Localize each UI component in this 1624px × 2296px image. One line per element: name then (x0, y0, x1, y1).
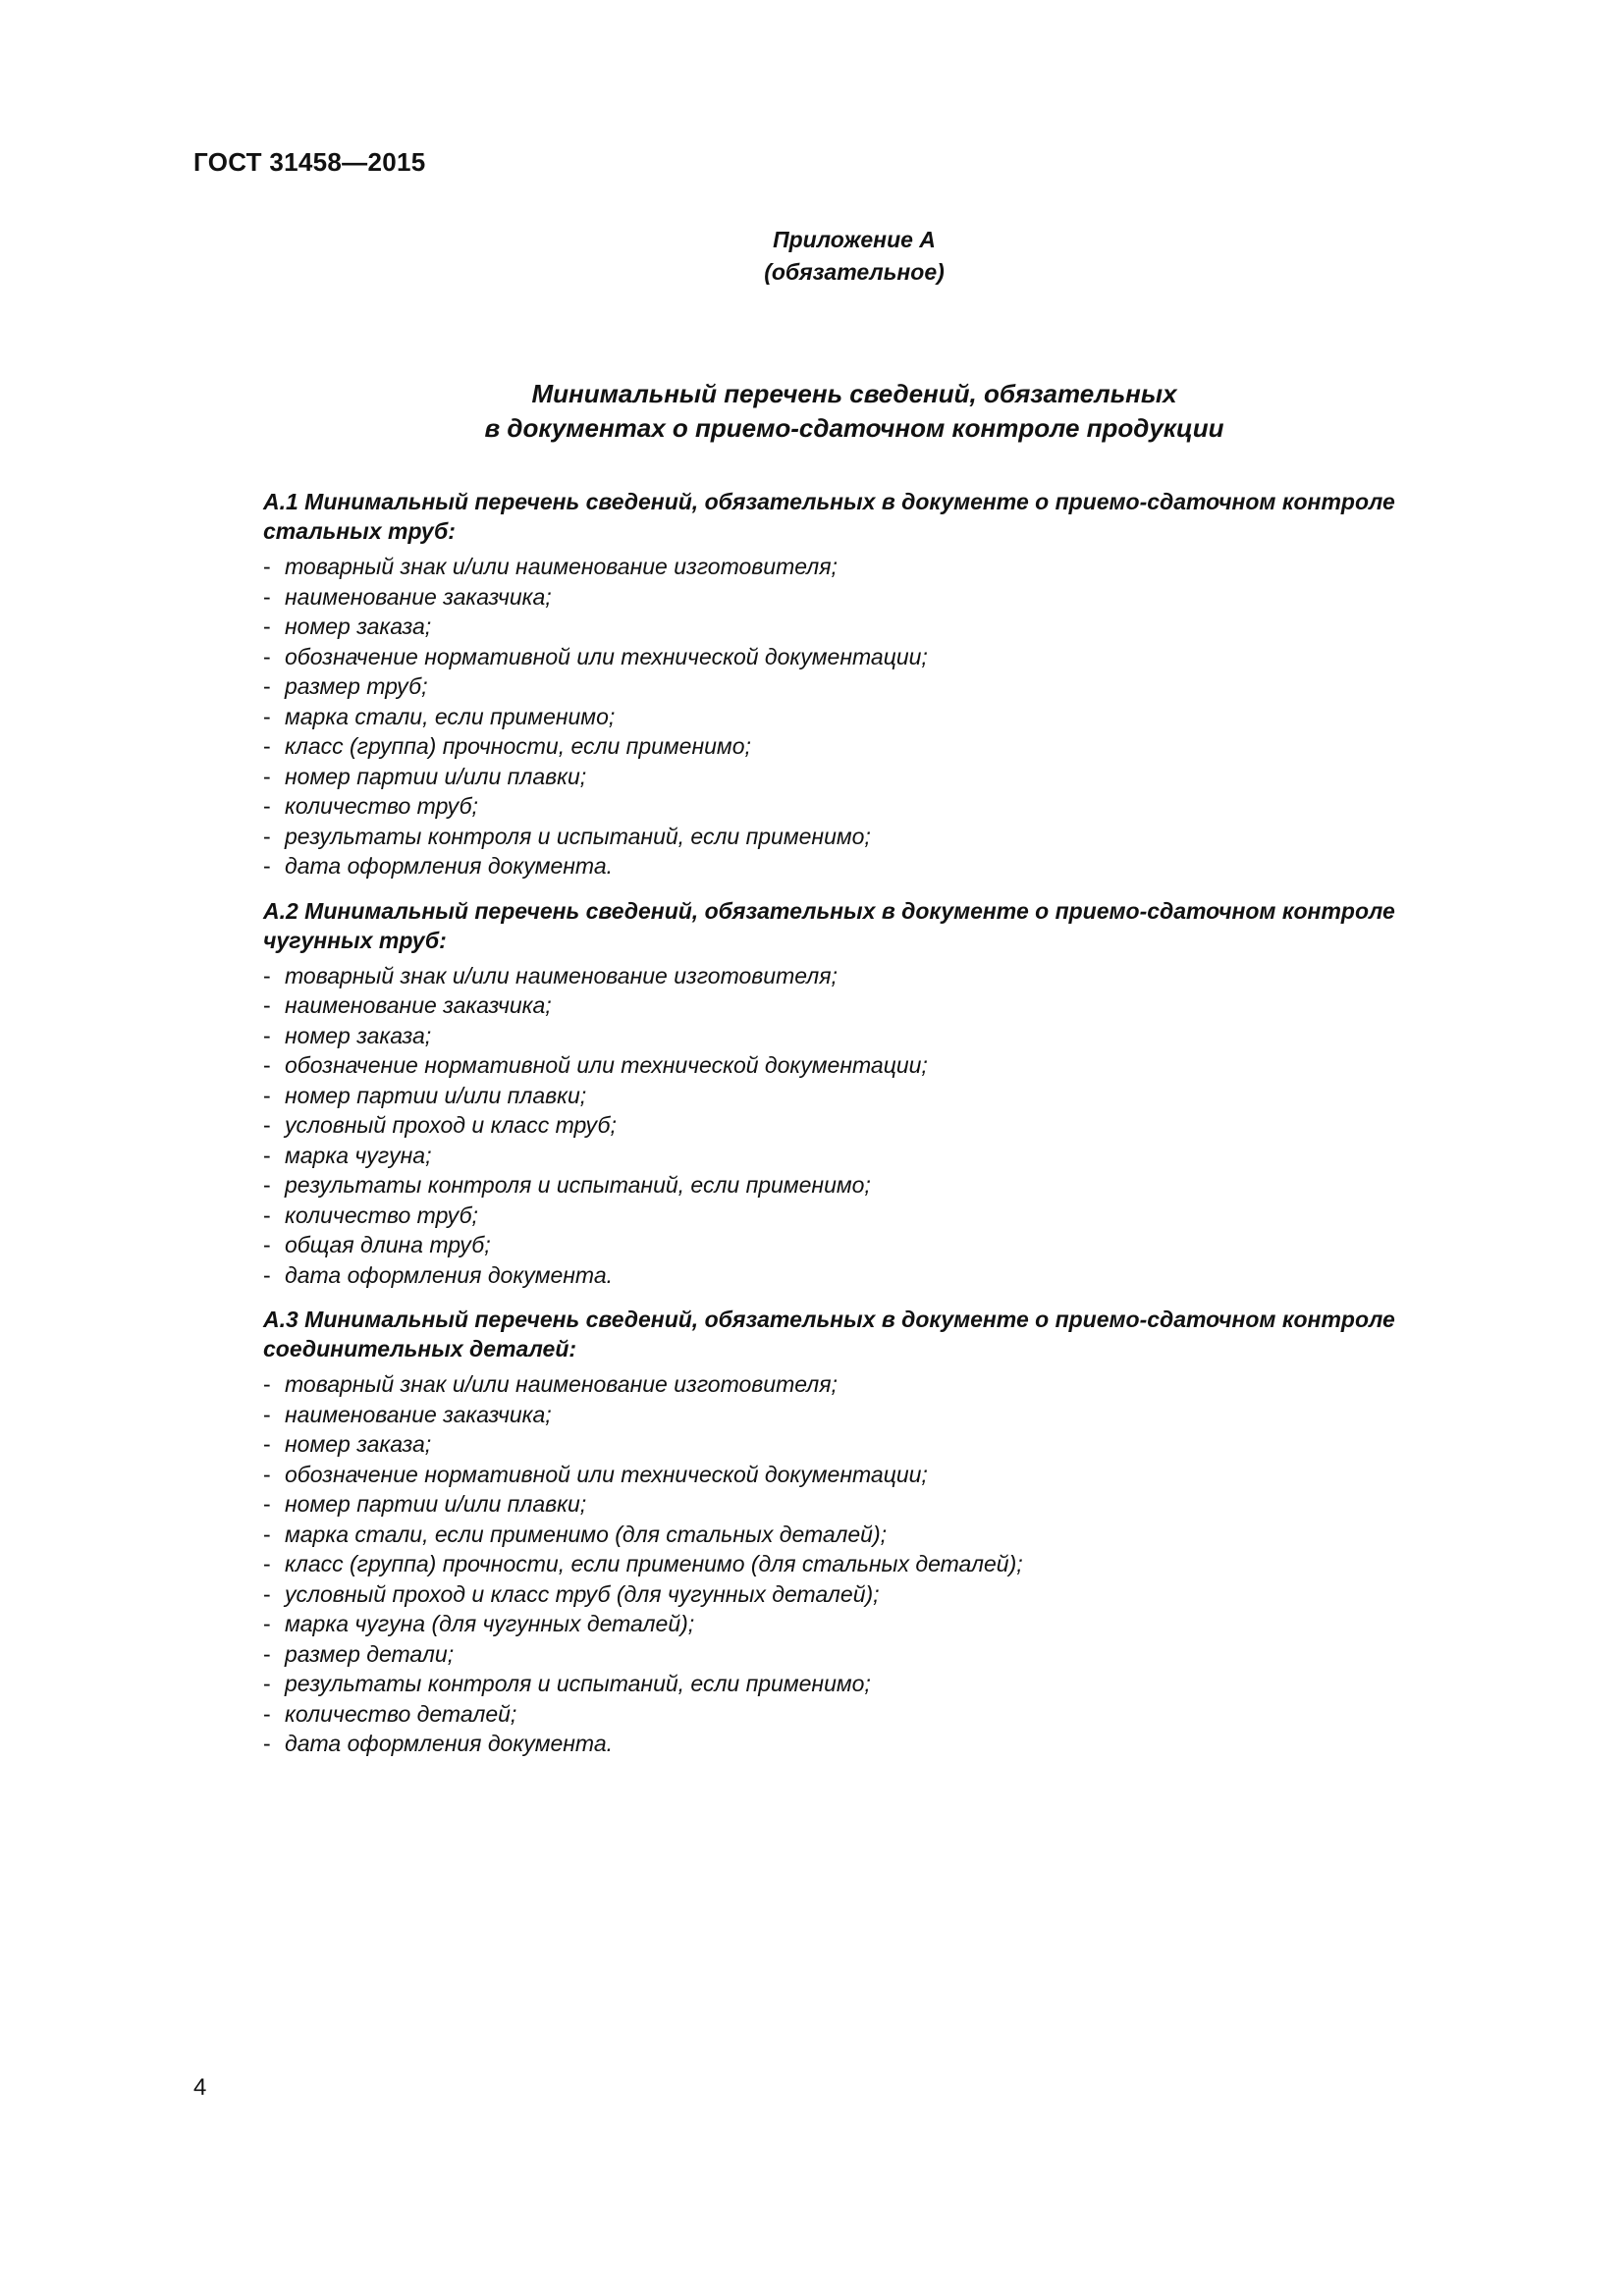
list-bullet: - (263, 1671, 271, 1696)
list-item (263, 1230, 1520, 1260)
page-number: 4 (193, 2074, 207, 2101)
list-item (263, 791, 1520, 822)
list-item (263, 1549, 1520, 1579)
list-bullet: - (263, 583, 271, 610)
annex-heading (0, 224, 1624, 289)
section-title (263, 1305, 1520, 1363)
list-item-text: размер труб; (285, 673, 428, 699)
list-item-text: условный проход и класс труб; (285, 1112, 617, 1138)
list-item-text: марка чугуна; (285, 1142, 432, 1168)
list-item (263, 1201, 1520, 1231)
list-bullet: - (263, 1611, 271, 1636)
list-item-text: наименование заказчика; (285, 992, 552, 1018)
list-item-text: номер партии и/или плавки; (285, 1491, 587, 1517)
list-item-text: номер партии и/или плавки; (285, 763, 587, 789)
list-item (263, 1260, 1520, 1291)
requirements-list (263, 552, 1520, 881)
list-item-text: количество труб; (285, 1201, 478, 1228)
section-a2 (263, 896, 1520, 1291)
list-item-text: обозначение нормативной или технической документации; (285, 1052, 928, 1078)
list-item (263, 990, 1520, 1021)
list-item (263, 552, 1520, 582)
list-item-text: наименование заказчика; (285, 1401, 552, 1427)
list-item-text: марка стали, если применимо (для стальных деталей); (285, 1521, 888, 1547)
section-title (263, 896, 1520, 955)
list-item (263, 1021, 1520, 1051)
list-item-text: результаты контроля и испытаний, если применимо; (285, 823, 871, 849)
list-bullet: - (263, 673, 271, 699)
list-item-text: номер заказа; (285, 614, 432, 639)
list-item (263, 671, 1520, 702)
annex-title: Приложение А (773, 227, 936, 252)
list-bullet: - (263, 1461, 271, 1487)
list-item (263, 1489, 1520, 1520)
section-a1 (263, 487, 1520, 881)
list-item (263, 1729, 1520, 1759)
section-title-line-2: стальных труб: (263, 518, 456, 544)
list-bullet: - (263, 1172, 271, 1198)
list-bullet: - (263, 733, 271, 759)
list-bullet: - (263, 1142, 271, 1168)
list-bullet: - (263, 1580, 271, 1607)
list-item-text: количество деталей; (285, 1700, 517, 1727)
list-item-text: общая длина труб; (285, 1232, 491, 1257)
list-item-text: дата оформления документа. (285, 1731, 613, 1756)
list-item (263, 1141, 1520, 1171)
list-bullet: - (263, 1201, 271, 1228)
section-title-line-2: соединительных деталей: (263, 1336, 577, 1362)
list-bullet: - (263, 853, 271, 879)
list-item (263, 1520, 1520, 1550)
list-bullet: - (263, 1401, 271, 1427)
list-item (263, 1609, 1520, 1639)
main-title-line-1: Минимальный перечень сведений, обязательных (531, 379, 1177, 408)
section-title-line-1: А.2 Минимальный перечень сведений, обязательных в документе о приемо-сдаточном контроле (263, 897, 1395, 924)
list-bullet: - (263, 1700, 271, 1727)
list-bullet: - (263, 1022, 271, 1048)
list-item (263, 612, 1520, 642)
list-bullet: - (263, 793, 271, 819)
list-bullet: - (263, 614, 271, 639)
requirements-list (263, 961, 1520, 1291)
list-bullet: - (263, 1731, 271, 1756)
list-item-text: товарный знак и/или наименование изготовителя; (285, 554, 838, 579)
list-item-text: обозначение нормативной или технической документации; (285, 1461, 928, 1487)
list-bullet: - (263, 763, 271, 789)
list-item (263, 1110, 1520, 1141)
list-bullet: - (263, 554, 271, 579)
list-item-text: результаты контроля и испытаний, если применимо; (285, 1172, 871, 1198)
list-item (263, 731, 1520, 762)
list-item-text: наименование заказчика; (285, 583, 552, 610)
list-bullet: - (263, 962, 271, 988)
list-bullet: - (263, 1551, 271, 1576)
list-bullet: - (263, 1232, 271, 1257)
list-item-text: класс (группа) прочности, если применимо; (285, 733, 751, 759)
list-item-text: дата оформления документа. (285, 853, 613, 879)
main-title-line-2: в документах о приемо-сдаточном контроле продукции (484, 413, 1224, 443)
list-item (263, 1699, 1520, 1730)
annex-status: (обязательное) (764, 259, 945, 285)
list-item (263, 1429, 1520, 1460)
section-a3 (263, 1305, 1520, 1759)
section-title-line-1: А.3 Минимальный перечень сведений, обязательных в документе о приемо-сдаточном контроле (263, 1307, 1395, 1332)
list-item-text: товарный знак и/или наименование изготовителя; (285, 962, 838, 988)
list-item (263, 1639, 1520, 1670)
list-item (263, 1460, 1520, 1490)
list-item (263, 961, 1520, 991)
list-item (263, 1579, 1520, 1610)
list-bullet: - (263, 1082, 271, 1108)
list-bullet: - (263, 703, 271, 729)
list-bullet: - (263, 1052, 271, 1078)
list-item-text: марка чугуна (для чугунных деталей); (285, 1611, 695, 1636)
section-title-line-1: А.1 Минимальный перечень сведений, обязательных в документе о приемо-сдаточном контроле (263, 489, 1395, 514)
list-item-text: номер партии и/или плавки; (285, 1082, 587, 1108)
list-bullet: - (263, 1112, 271, 1138)
list-bullet: - (263, 1431, 271, 1457)
list-bullet: - (263, 1491, 271, 1517)
list-bullet: - (263, 643, 271, 669)
list-item (263, 1669, 1520, 1699)
list-item (263, 822, 1520, 852)
list-item (263, 1369, 1520, 1400)
list-item-text: марка стали, если применимо; (285, 703, 616, 729)
requirements-list (263, 1369, 1520, 1759)
list-item-text: размер детали; (285, 1640, 455, 1667)
document-code: ГОСТ 31458—2015 (193, 147, 426, 177)
list-bullet: - (263, 823, 271, 849)
list-item (263, 642, 1520, 672)
list-item (263, 1081, 1520, 1111)
sections-container (263, 487, 1520, 1759)
list-item-text: результаты контроля и испытаний, если применимо; (285, 1671, 871, 1696)
main-title (0, 377, 1624, 446)
list-item (263, 851, 1520, 881)
list-bullet: - (263, 1521, 271, 1547)
list-item (263, 702, 1520, 732)
list-item-text: класс (группа) прочности, если применимо (для стальных деталей); (285, 1551, 1023, 1576)
list-item-text: обозначение нормативной или технической документации; (285, 643, 928, 669)
list-item (263, 1170, 1520, 1201)
list-item-text: дата оформления документа. (285, 1261, 613, 1288)
list-item (263, 1050, 1520, 1081)
section-title-line-2: чугунных труб: (263, 927, 447, 953)
list-item (263, 1400, 1520, 1430)
list-item-text: товарный знак и/или наименование изготовителя; (285, 1371, 838, 1397)
list-bullet: - (263, 1261, 271, 1288)
list-item-text: количество труб; (285, 793, 478, 819)
list-item (263, 762, 1520, 792)
list-item-text: условный проход и класс труб (для чугунных деталей); (285, 1580, 880, 1607)
list-bullet: - (263, 1371, 271, 1397)
list-item (263, 582, 1520, 613)
list-item-text: номер заказа; (285, 1022, 432, 1048)
section-title (263, 487, 1520, 546)
list-bullet: - (263, 1640, 271, 1667)
list-bullet: - (263, 992, 271, 1018)
list-item-text: номер заказа; (285, 1431, 432, 1457)
